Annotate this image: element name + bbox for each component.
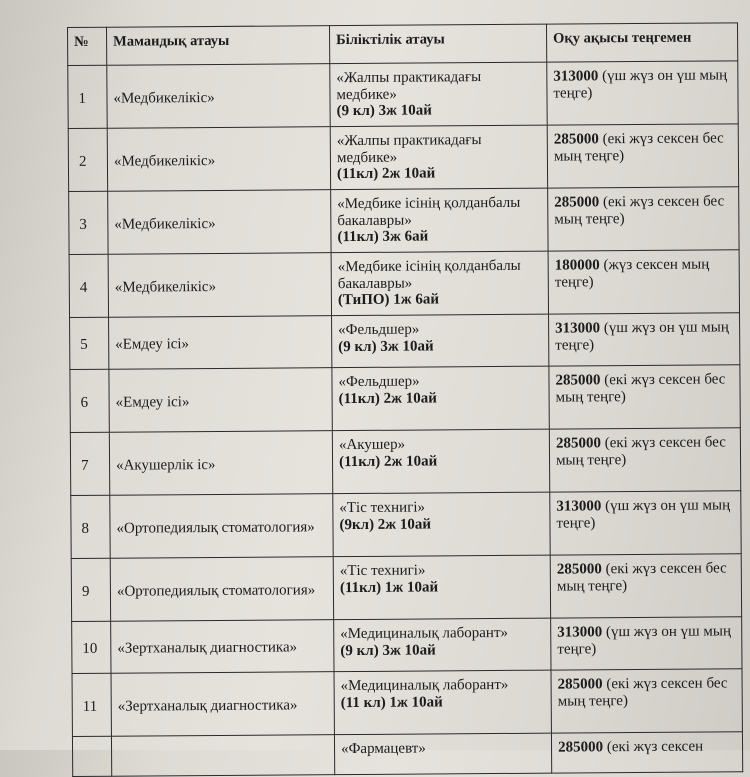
qualification-cell (334, 618, 551, 672)
study-term: (9 кл) 3ж 10ай (340, 641, 436, 659)
qualification-cell (332, 314, 549, 368)
qualification-name: «Фельдшер» (338, 321, 420, 339)
fee-cell (548, 187, 739, 251)
fee-in-words: (екі жүз сексен бес мың теңге) (557, 675, 728, 710)
qualification-name: «Жалпы практикадағы медбике» (336, 132, 482, 166)
fee-in-words: (үш жүз он үш мың теңге) (555, 319, 729, 354)
fee-cell (547, 124, 738, 188)
qualification-cell (334, 733, 551, 775)
fee-cell (551, 617, 742, 670)
fee-cell (549, 365, 740, 429)
qualification-name: «Медбике ісінің қолданбалы бакалавры» (337, 257, 521, 292)
specialty-name: «Зертханалық диагностика» (111, 672, 334, 737)
qualification-name: «Жалпы практикадағы медбике» (336, 69, 482, 103)
qualification-name: «Медициналық лаборант» (340, 676, 509, 695)
fee-cell (549, 428, 740, 492)
specialty-name: «Емдеу ісі» (109, 316, 332, 370)
specialty-name: «Акушерлік іс» (109, 431, 332, 496)
fee-amount: 313000 (557, 624, 603, 641)
row-number: 1 (68, 65, 107, 128)
qualification-cell (332, 366, 549, 431)
fee-amount: 313000 (556, 498, 602, 515)
qualification-name: «Фармацевт» (340, 740, 426, 758)
qualification-cell (333, 555, 550, 620)
row-number: 2 (68, 128, 107, 191)
specialty-name: «Зертханалық диагностика» (111, 620, 334, 674)
fee-amount: 313000 (555, 320, 601, 337)
fee-amount: 180000 (554, 257, 600, 274)
qualification-cell (330, 125, 547, 190)
header-fee: Оқу ақысы теңгемен (546, 23, 737, 62)
fee-in-words: (екі жүз сексен бес мың теңге) (555, 434, 726, 469)
fee-amount: 285000 (555, 372, 601, 389)
row-number (72, 736, 111, 776)
specialty-name: «Емдеу ісі» (109, 368, 332, 433)
qualification-name: «Тіс технигі» (339, 562, 426, 580)
table-row (72, 732, 742, 777)
qualification-cell (332, 429, 549, 494)
specialty-name: «Медбикелікіс» (107, 127, 330, 192)
row-number: 3 (69, 191, 108, 254)
table-row (71, 491, 741, 559)
fee-amount: 285000 (553, 131, 599, 148)
row-number: 4 (69, 254, 108, 317)
header-number: № (68, 27, 107, 65)
qualification-cell (331, 251, 548, 316)
row-number: 10 (72, 621, 111, 673)
header-qualification: Біліктілік атауы (329, 24, 546, 64)
study-term: (11кл) 1ж 10ай (339, 578, 439, 596)
fee-amount: 285000 (554, 194, 600, 211)
specialty-name: «Ортопедиялық стоматология» (110, 494, 333, 559)
table-row (69, 187, 739, 255)
fee-cell (551, 732, 742, 773)
table-row (72, 669, 742, 737)
qualification-cell (334, 670, 551, 735)
row-number: 8 (71, 495, 110, 558)
table-row (68, 124, 738, 192)
qualification-cell (330, 62, 547, 127)
fee-cell (549, 313, 740, 366)
fee-cell (550, 554, 741, 618)
study-term: (9 кл) 3ж 10ай (336, 102, 432, 120)
table-row (71, 554, 741, 622)
fee-in-words: (екі жүз сексен (606, 738, 704, 756)
fee-amount: 285000 (557, 739, 604, 756)
study-term: (ТиПО) 1ж 6ай (337, 291, 440, 309)
row-number: 7 (70, 432, 109, 495)
specialty-name (111, 735, 334, 777)
study-term: (11кл) 2ж 10ай (336, 165, 436, 183)
qualification-name: «Медициналық лаборант» (340, 624, 509, 643)
specialty-name: «Ортопедиялық стоматология» (110, 557, 333, 622)
qualification-cell (331, 188, 548, 253)
tuition-fee-table (67, 22, 743, 777)
study-term: (9 кл) 3ж 10ай (338, 337, 434, 355)
study-term: (11кл) 2ж 10ай (338, 452, 438, 470)
table-row (72, 617, 742, 674)
row-number: 9 (71, 558, 110, 621)
fee-in-words: (екі жүз сексен бес мың теңге) (556, 560, 727, 595)
study-term: (11кл) 3ж 6ай (337, 228, 429, 246)
fee-cell (548, 250, 739, 314)
table-row (68, 61, 738, 129)
table-row (69, 250, 739, 318)
specialty-name: «Медбикелікіс» (107, 64, 330, 129)
table-header-row (68, 23, 738, 66)
qualification-cell (333, 492, 550, 557)
fee-in-words: (екі жүз сексен бес мың теңге) (555, 371, 726, 406)
fee-cell (547, 61, 738, 125)
fee-in-words: (үш жүз он үш мың теңге) (556, 497, 731, 532)
table-row (70, 365, 740, 433)
qualification-name: «Акушер» (338, 436, 406, 454)
specialty-name: «Медбикелікіс» (108, 253, 331, 318)
row-number: 11 (72, 673, 111, 736)
fee-in-words: (үш жүз он үш мың теңге) (557, 623, 732, 658)
fee-in-words: (жүз сексен мың теңге) (554, 256, 710, 291)
row-number: 5 (70, 317, 109, 369)
fee-cell (551, 669, 742, 733)
table-row (70, 313, 740, 370)
study-term: (11кл) 2ж 10ай (338, 389, 437, 407)
study-term: (9кл) 2ж 10ай (339, 515, 432, 533)
fee-amount: 285000 (556, 561, 602, 578)
table-row (70, 428, 740, 496)
fee-amount: 313000 (553, 68, 599, 85)
qualification-name: «Медбике ісінің қолданбалы бакалавры» (337, 194, 521, 229)
fee-in-words: (екі жүз сексен бес мың теңге) (553, 130, 724, 165)
specialty-name: «Медбикелікіс» (108, 190, 331, 255)
qualification-name: «Фельдшер» (338, 373, 420, 391)
fee-cell (550, 491, 741, 555)
fee-in-words: (екі жүз сексен бес мың теңге) (554, 193, 725, 228)
fee-in-words: (үш жүз он үш мың теңге) (553, 67, 728, 102)
row-number: 6 (70, 369, 109, 432)
study-term: (11 кл) 1ж 10ай (340, 693, 443, 711)
fee-amount: 285000 (555, 435, 601, 452)
fee-amount: 285000 (557, 676, 603, 693)
qualification-name: «Тіс технигі» (339, 499, 426, 517)
header-specialty: Мамандық атауы (107, 26, 330, 66)
